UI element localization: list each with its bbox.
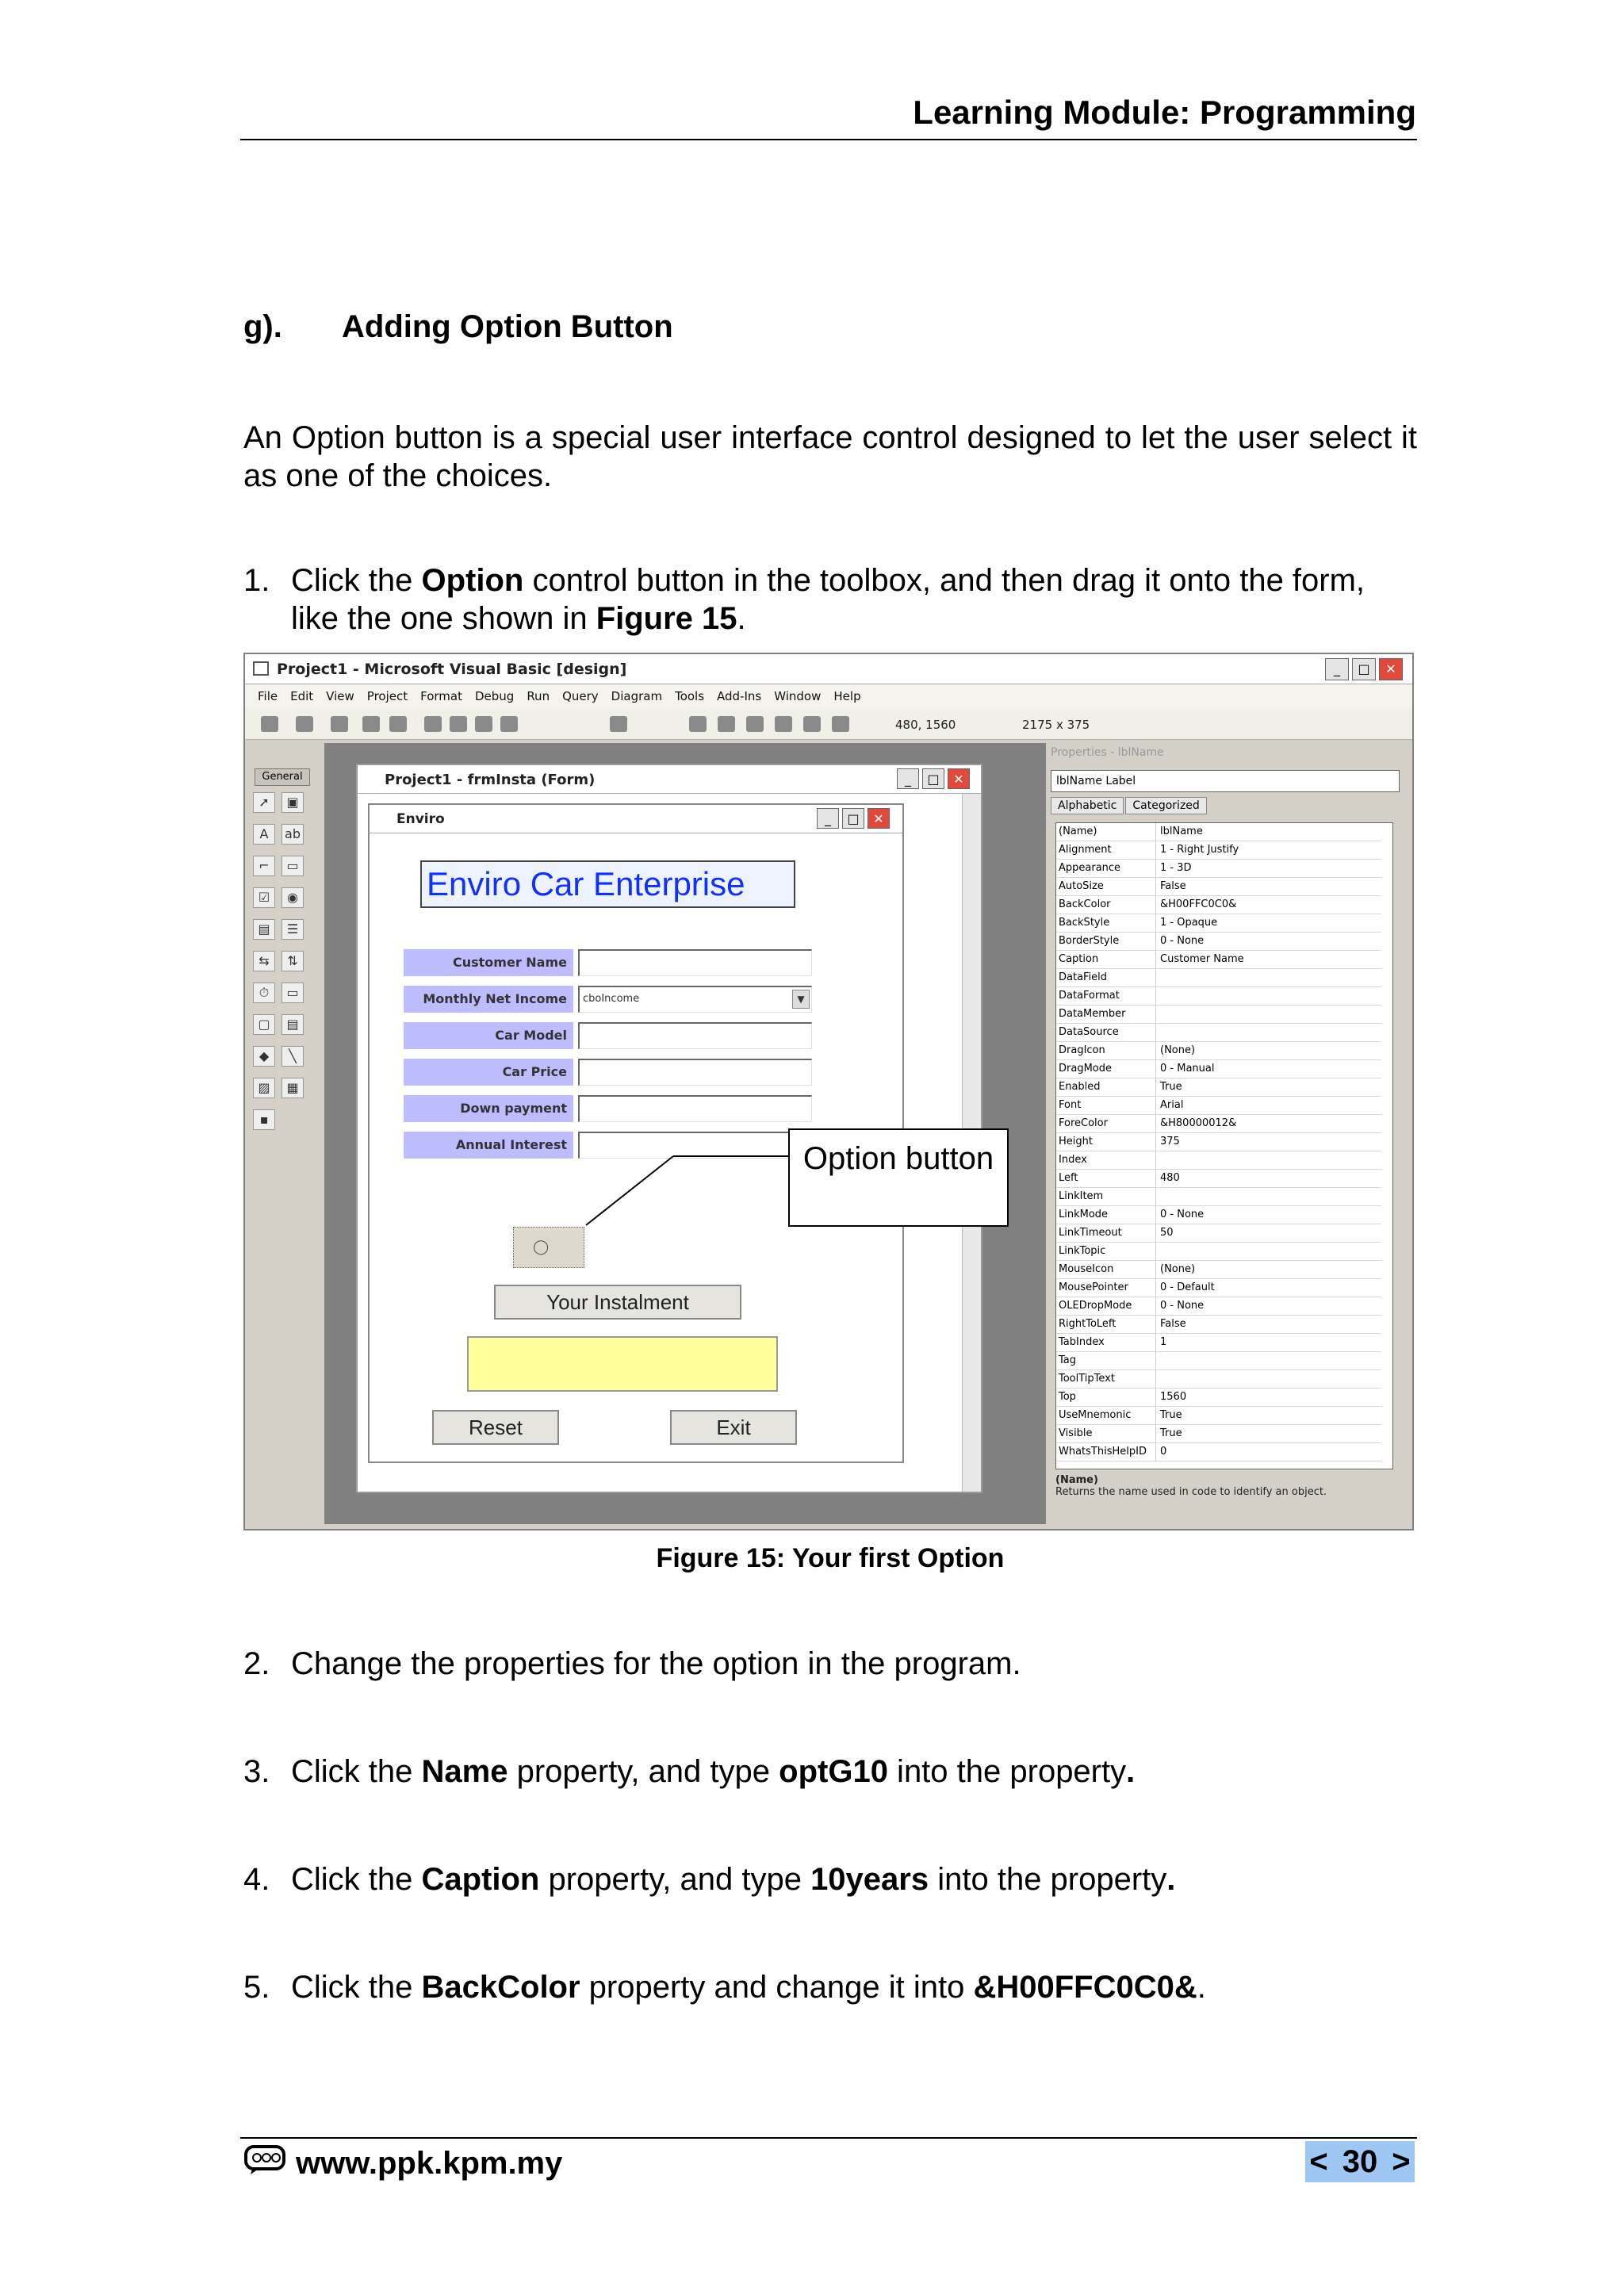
property-value[interactable]: 1 - Opaque [1160,917,1218,929]
property-name: LinkItem [1056,1188,1156,1205]
property-value[interactable]: 0 - None [1160,1300,1205,1312]
properties-grid [1055,822,1393,1469]
form-heading: Enviro Car Enterprise [420,860,795,908]
menu-item[interactable]: Tools [675,689,705,703]
menu-item[interactable]: File [258,689,278,703]
step-text: Click the Caption property, and type 10years into the property. [291,1862,1176,1897]
vb-ide-screenshot [243,653,1414,1530]
menu-item[interactable]: Help [833,689,861,703]
footer-url[interactable]: www.ppk.kpm.my [296,2146,563,2181]
tab-alphabetic[interactable]: Alphabetic [1051,797,1124,814]
property-name: Tag [1056,1352,1156,1370]
property-name: Visible [1056,1425,1156,1442]
property-row[interactable] [1056,860,1381,878]
instalment-output [467,1336,778,1392]
property-value[interactable] [1158,1188,1380,1205]
property-name: (Name) [1056,823,1156,841]
size-readout: 2175 x 375 [1022,718,1090,732]
property-value[interactable]: True [1160,1081,1182,1093]
property-row[interactable] [1056,1151,1381,1170]
maximize-icon[interactable]: □ [922,768,944,789]
property-name: Left [1056,1170,1156,1187]
label-monthly-income[interactable]: Monthly Net Income [404,986,573,1013]
shape-icon[interactable]: ◆ [253,1046,275,1067]
tab-categorized[interactable]: Categorized [1125,797,1206,814]
data-icon[interactable]: ▦ [282,1078,304,1098]
chevron-down-icon[interactable]: ▼ [792,990,810,1009]
picturebox-icon[interactable]: ▣ [282,792,304,813]
combobox-icon[interactable]: ▤ [253,919,275,940]
property-row[interactable] [1056,896,1381,914]
minimize-icon[interactable]: _ [1325,658,1349,680]
property-row[interactable] [1056,1060,1381,1078]
label-icon[interactable]: A [253,824,275,845]
property-value[interactable] [1158,1243,1380,1260]
property-name: UseMnemonic [1056,1407,1156,1424]
maximize-icon[interactable]: □ [842,808,864,829]
property-value[interactable]: 0 - Default [1160,1281,1215,1293]
your-instalment-button[interactable]: Your Instalment [494,1285,741,1320]
label-customer-name[interactable]: Customer Name [404,949,573,976]
combo-value: cboIncome [583,993,640,1005]
frame-icon[interactable]: ⌐ [253,856,275,876]
menu-item[interactable]: Diagram [611,689,663,703]
step-number: 3. [243,1754,270,1789]
menu-item[interactable]: Edit [290,689,314,703]
property-name: BackColor [1056,896,1156,914]
property-name: AutoSize [1056,878,1156,895]
prev-page-link[interactable]: < [1309,2143,1328,2179]
property-name: Appearance [1056,860,1156,877]
step-2 [243,1645,1417,1683]
dirlistbox-icon[interactable]: ▢ [253,1014,275,1035]
property-row[interactable] [1056,969,1381,987]
step-number: 5. [243,1970,270,2005]
next-page-link[interactable]: > [1392,2143,1411,2179]
property-value[interactable]: 0 [1160,1446,1167,1458]
figure-caption: Figure 15: Your first Option [656,1543,1005,1573]
property-row[interactable] [1056,1024,1381,1042]
property-row[interactable] [1056,914,1381,933]
property-name: DragMode [1056,1060,1156,1078]
label-down-payment[interactable]: Down payment [404,1095,573,1122]
label-car-price[interactable]: Car Price [404,1059,573,1086]
option-button-control[interactable]: ◯ [513,1227,584,1268]
property-name: DataFormat [1056,987,1156,1005]
close-icon[interactable]: ✕ [868,808,890,829]
step-text: Click the Name property, and type optG10 into the property. [291,1754,1136,1789]
property-row[interactable] [1056,1407,1381,1425]
property-value[interactable]: 1560 [1160,1391,1187,1403]
image-icon[interactable]: ▨ [253,1078,275,1098]
property-name: Top [1056,1389,1156,1406]
properties-window [1046,743,1411,1524]
exit-button[interactable]: Exit [670,1410,797,1445]
property-row[interactable] [1056,1224,1381,1243]
checkbox-icon[interactable]: ☑ [253,887,275,908]
pointer-icon[interactable]: ➚ [253,792,275,813]
property-value[interactable]: 0 - None [1160,935,1205,947]
section-title: Adding Option Button [342,309,673,344]
property-value[interactable]: False [1160,880,1186,892]
ole-icon[interactable]: ▪ [253,1109,275,1130]
ide-title: Project1 - Microsoft Visual Basic [design] [277,661,627,678]
property-row[interactable] [1056,933,1381,951]
property-value[interactable]: 50 [1160,1227,1174,1239]
property-value[interactable]: 375 [1160,1136,1180,1147]
property-name: LinkTopic [1056,1243,1156,1260]
section-label: g). [243,309,282,344]
close-icon[interactable]: ✕ [1379,658,1403,680]
property-value[interactable]: &H00FFC0C0& [1160,898,1237,910]
line-icon[interactable]: ╲ [282,1046,304,1067]
minimize-icon[interactable]: _ [817,808,839,829]
property-row[interactable] [1056,1370,1381,1389]
property-name: BackStyle [1056,914,1156,932]
property-name: MouseIcon [1056,1261,1156,1278]
property-row[interactable] [1056,1297,1381,1316]
callout-option-button: Option button [788,1128,1009,1227]
property-row[interactable] [1056,1425,1381,1443]
property-row[interactable] [1056,1352,1381,1370]
property-name: BorderStyle [1056,933,1156,950]
property-row[interactable] [1056,878,1381,896]
step-3 [243,1753,1417,1791]
menu-item[interactable]: Add-Ins [717,689,762,703]
property-row[interactable] [1056,1334,1381,1352]
vscrollbar-icon[interactable]: ⇅ [282,951,304,971]
timer-icon[interactable]: ⏱ [253,983,275,1003]
property-value[interactable]: Arial [1160,1099,1184,1111]
property-value[interactable]: True [1160,1409,1182,1421]
listbox-icon[interactable]: ☰ [282,919,304,940]
reset-button[interactable]: Reset [432,1410,559,1445]
property-name: DataSource [1056,1024,1156,1041]
property-row[interactable] [1056,1133,1381,1151]
step-5 [243,1968,1417,2006]
property-row[interactable] [1056,823,1381,841]
property-name: RightToLeft [1056,1316,1156,1333]
commandbutton-icon[interactable]: ▭ [282,856,304,876]
property-name: DataMember [1056,1006,1156,1023]
property-row[interactable] [1056,987,1381,1006]
step-1 [243,561,1417,638]
property-row[interactable] [1056,1115,1381,1133]
step-number: 1. [243,563,270,598]
property-value[interactable]: True [1160,1427,1182,1439]
property-name: DataField [1056,969,1156,986]
page-number: 30 [1342,2143,1378,2179]
property-name: LinkMode [1056,1206,1156,1224]
property-value[interactable]: (None) [1160,1263,1196,1275]
property-row[interactable] [1056,1170,1381,1188]
property-name: MousePointer [1056,1279,1156,1297]
menu-item[interactable]: Debug [474,689,515,703]
drivelistbox-icon[interactable]: ▭ [282,983,304,1003]
project-window-title: Project1 - frmInsta (Form) [385,772,596,788]
toolbox-general-tab[interactable]: General [255,768,310,786]
step-text: Change the properties for the option in the program. [291,1646,1021,1681]
step-4 [243,1860,1417,1898]
property-name: ForeColor [1056,1115,1156,1132]
property-value[interactable] [1158,1352,1380,1370]
maximize-icon[interactable]: □ [1352,658,1376,680]
property-description [1055,1474,1393,1520]
property-value[interactable]: 1 - 3D [1160,862,1192,874]
property-row[interactable] [1056,1006,1381,1024]
property-name: Enabled [1056,1078,1156,1096]
property-value[interactable]: 0 - Manual [1160,1063,1215,1075]
property-row[interactable] [1056,1188,1381,1206]
property-name: Font [1056,1097,1156,1114]
property-name: Caption [1056,951,1156,968]
description-title: (Name) [1055,1474,1098,1486]
label-car-model[interactable]: Car Model [404,1022,573,1049]
property-name: WhatsThisHelpID [1056,1443,1156,1461]
property-row[interactable] [1056,1042,1381,1060]
menu-item[interactable]: Format [420,689,462,703]
property-name: OLEDropMode [1056,1297,1156,1315]
menu-item[interactable]: Query [562,689,599,703]
property-value[interactable]: 480 [1160,1172,1180,1184]
section-heading [243,309,673,345]
property-row[interactable] [1056,1078,1381,1097]
property-value[interactable]: (None) [1160,1044,1196,1056]
step-number: 4. [243,1862,270,1897]
description-text: Returns the name used in code to identify an object. [1055,1486,1327,1498]
property-value[interactable] [1158,1024,1380,1041]
property-value[interactable]: Customer Name [1160,953,1244,965]
header-rule [240,139,1417,140]
property-value[interactable]: 1 [1160,1336,1167,1348]
property-value[interactable]: 0 - None [1160,1209,1205,1220]
property-name: DragIcon [1056,1042,1156,1059]
property-value[interactable]: &H80000012& [1160,1117,1237,1129]
property-name: TabIndex [1056,1334,1156,1351]
property-row[interactable] [1056,1316,1381,1334]
module-title: Learning Module: Programming [913,94,1416,131]
menu-item[interactable]: Run [527,689,550,703]
textbox-icon[interactable]: ab [282,824,304,845]
property-row[interactable] [1056,1206,1381,1224]
property-value[interactable] [1158,987,1380,1005]
property-value[interactable] [1158,1151,1380,1169]
properties-title: Properties - lblName [1051,746,1164,759]
form-title: Enviro [396,811,445,827]
property-value[interactable]: lblName [1160,826,1203,837]
property-row[interactable] [1056,1443,1381,1461]
hscrollbar-icon[interactable]: ⇆ [253,951,275,971]
property-value[interactable] [1158,969,1380,986]
ppk-logo-icon [244,2144,285,2176]
property-name: Index [1056,1151,1156,1169]
intro-paragraph: An Option button is a special user interface control designed to let the user select it as one of the choices. [243,420,1417,493]
menu-item[interactable]: Project [366,689,408,703]
step-number: 2. [243,1646,270,1681]
menu-item[interactable]: Window [774,689,822,703]
minimize-icon[interactable]: _ [897,768,919,789]
property-name: ToolTipText [1056,1370,1156,1388]
label-annual-interest[interactable]: Annual Interest [404,1132,573,1159]
property-value[interactable]: 1 - Right Justify [1160,844,1239,856]
property-value[interactable] [1158,1006,1380,1023]
close-icon[interactable]: ✕ [948,768,970,789]
property-name: Alignment [1056,841,1156,859]
property-value[interactable] [1158,1370,1380,1388]
property-row[interactable] [1056,1097,1381,1115]
property-value[interactable]: False [1160,1318,1186,1330]
property-name: Height [1056,1133,1156,1151]
property-row[interactable] [1056,1261,1381,1279]
properties-tabs [1051,797,1400,819]
page-number-box [1305,2141,1415,2182]
property-name: LinkTimeout [1056,1224,1156,1242]
property-row[interactable] [1056,1279,1381,1297]
optionbutton-icon[interactable]: ◉ [282,887,304,908]
step-text: Click the Option control button in the toolbox, and then drag it onto the form, like the one shown in Figure 15. [291,563,1365,636]
menu-item[interactable]: View [326,689,354,703]
step-text: Click the BackColor property and change it into &H00FFC0C0&. [291,1970,1206,2005]
property-row[interactable] [1056,1243,1381,1261]
filelistbox-icon[interactable]: ▤ [282,1014,304,1035]
property-row[interactable] [1056,951,1381,969]
footer-rule [240,2137,1417,2139]
property-row[interactable] [1056,841,1381,860]
object-selector[interactable]: lblName Label [1051,770,1400,792]
property-row[interactable] [1056,1389,1381,1407]
position-readout: 480, 1560 [895,718,956,732]
